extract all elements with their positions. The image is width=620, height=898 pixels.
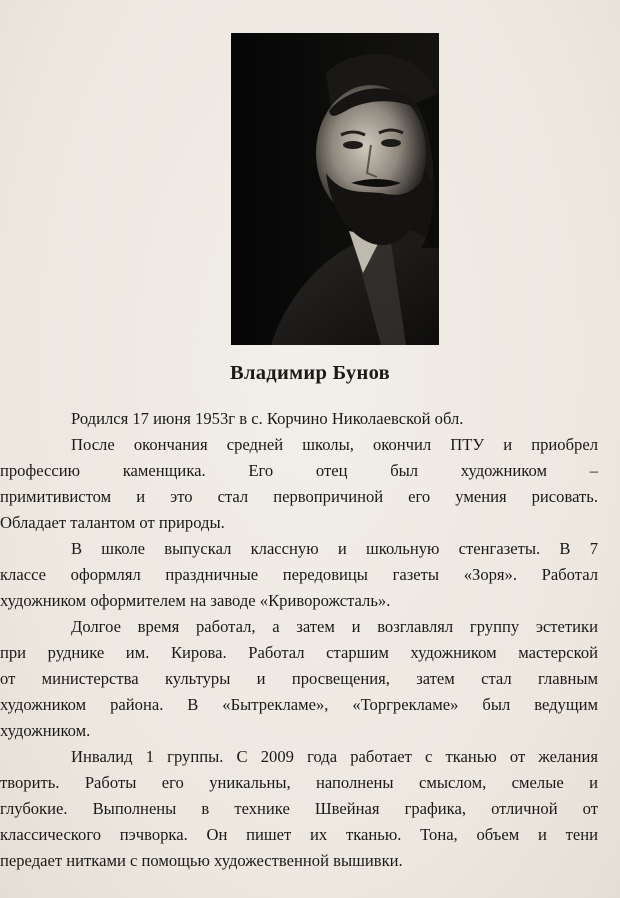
text-line: от министерства культуры и просвещения, затем стал главным (0, 669, 598, 688)
portrait-photo (231, 33, 439, 345)
text-line: художником оформителем на заводе «Криворожсталь». (0, 591, 391, 610)
text-line: классе оформлял праздничные передовицы газеты «Зоря». Работал (0, 565, 598, 584)
text-line: при руднике им. Кирова. Работал старшим художником мастерской (0, 643, 598, 662)
text-line: художником. (0, 721, 91, 740)
text-line: передает нитками с помощью художественной вышивки. (0, 851, 403, 870)
biography-text (0, 406, 598, 874)
text-line: глубокие. Выполнены в технике Швейная графика, отличной от (0, 799, 598, 818)
text-line: В школе выпускал классную и школьную стенгазеты. В 7 (71, 539, 598, 558)
text-line: Родился 17 июня 1953г в с. Корчино Николаевской обл. (71, 409, 464, 428)
text-line: примитивистом и это стал первопричиной его умения рисовать. (0, 487, 598, 506)
text-line: Обладает талантом от природы. (0, 513, 225, 532)
text-line: Инвалид 1 группы. С 2009 года работает с тканью от желания (71, 747, 598, 766)
text-line: После окончания средней школы, окончил ПТУ и приобрел (71, 435, 598, 454)
text-line: профессию каменщика. Его отец был художником – (0, 461, 598, 480)
text-line: художником района. В «Бытрекламе», «Торгрекламе» был ведущим (0, 695, 598, 714)
text-line: классического пэчворка. Он пишет их тканью. Тона, объем и тени (0, 825, 598, 844)
portrait-image (231, 33, 439, 345)
text-line: Долгое время работал, а затем и возглавлял группу эстетики (71, 617, 598, 636)
text-line: творить. Работы его уникальны, наполнены смыслом, смелые и (0, 773, 598, 792)
page-title: Владимир Бунов (229, 362, 391, 384)
